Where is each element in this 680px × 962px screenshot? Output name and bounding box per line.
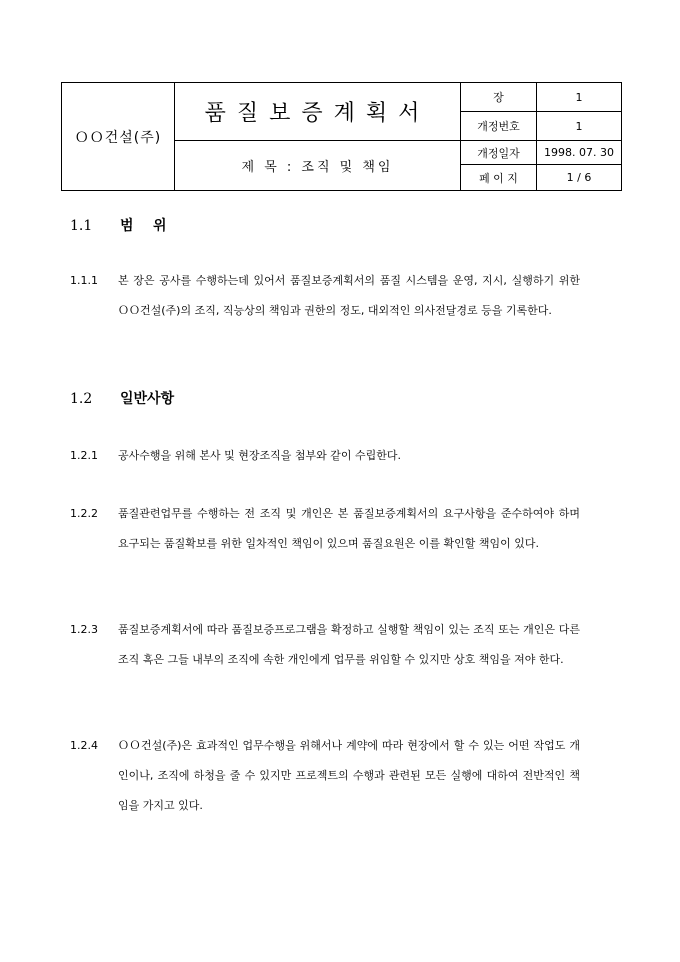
item-text: 품질관련업무를 수행하는 전 조직 및 개인은 본 품질보증계획서의 요구사항을 준수하여야 하며 요구되는 품질확보를 위한 일차적인 책임이 있으며 품질요원은 이를 확인할 책임이 있다.: [118, 507, 580, 550]
document-title: 품질보증계획서: [175, 83, 461, 141]
document-header-table: [61, 82, 622, 191]
paragraph-item: [70, 266, 580, 326]
item-number: 1.2.4: [70, 739, 98, 752]
revision-number-value: 1: [537, 112, 621, 141]
item-number: 1.2.1: [70, 449, 98, 462]
item-text: ＯＯ건설(주)은 효과적인 업무수행을 위해서나 계약에 따라 현장에서 할 수 있는 어떤 작업도 개인이나, 조직에 하청을 줄 수 있지만 프로젝트의 수행과 관련된 모든 실행에 대하여 전반적인 책임을 가지고 있다.: [118, 739, 580, 812]
paragraph-item: [70, 441, 580, 471]
section-heading: [70, 388, 174, 408]
paragraph-item: [70, 499, 580, 559]
page-value: 1 / 6: [566, 171, 592, 184]
item-text: 공사수행을 위해 본사 및 현장조직을 첨부와 같이 수립한다.: [118, 449, 401, 462]
paragraph-item: [70, 731, 580, 821]
section-title: 범 위: [120, 218, 167, 234]
section-number: 1.1: [70, 218, 93, 234]
paragraph-item: [70, 615, 580, 675]
item-text: 품질보증계획서에 따라 품질보증프로그램을 확정하고 실행할 책임이 있는 조직 또는 개인은 다른 조직 혹은 그들 내부의 조직에 속한 개인에게 업무를 위임할 수 있지만 상호 책임을 져야 한다.: [118, 623, 580, 666]
item-number: 1.2.2: [70, 507, 98, 520]
page-label: 페 이 지: [461, 165, 537, 190]
item-number: 1.1.1: [70, 274, 98, 287]
item-text: 본 장은 공사를 수행하는데 있어서 품질보증계획서의 품질 시스템을 운영, 지시, 실행하기 위한 ＯＯ건설(주)의 조직, 직능상의 책임과 권한의 정도, 대외적인 의사전달경로 등을 기록한다.: [118, 274, 580, 317]
section-number: 1.2: [70, 391, 93, 407]
document-subject: 제 목 : 조직 및 책임: [175, 141, 461, 190]
section-heading: [70, 215, 167, 235]
chapter-value: 1: [537, 83, 621, 112]
revision-number-label: 개정번호: [461, 112, 537, 141]
revision-date-label: 개정일자: [461, 141, 537, 165]
section-title: 일반사항: [120, 391, 175, 407]
chapter-label: 장: [461, 83, 537, 112]
company-name: ＯＯ건설(주): [62, 83, 175, 190]
revision-date-value: 1998. 07. 30: [537, 141, 621, 165]
item-number: 1.2.3: [70, 623, 98, 636]
